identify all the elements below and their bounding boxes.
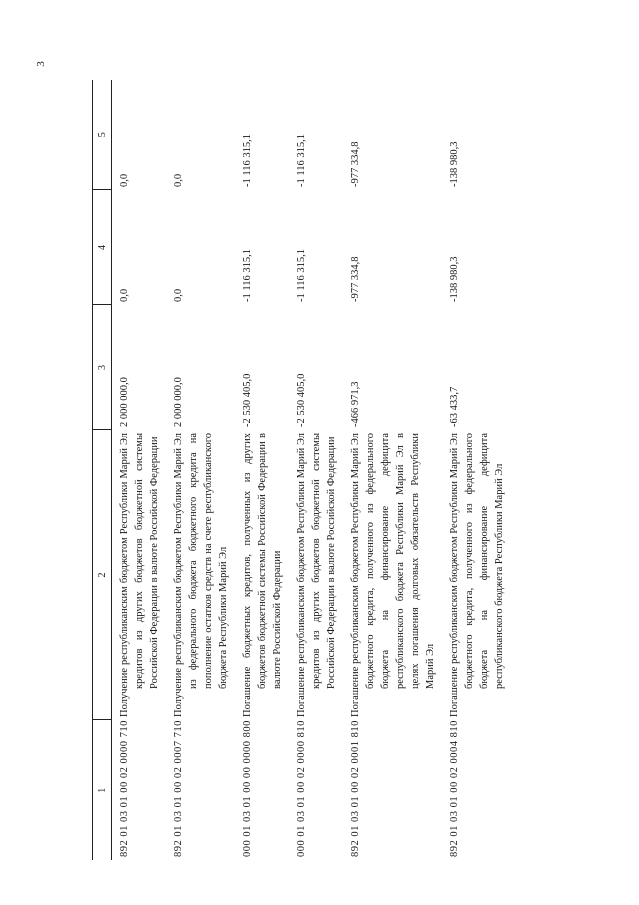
row-name: Погашение республиканским бюджетом Республики Марий Эл кредитов из других бюджетов бюджетной системы Российской Федерации в валюте Российской Федерации	[296, 433, 337, 717]
page-number: 3	[34, 61, 47, 67]
row-name: Получение республиканским бюджетом Республики Марий Эл из федерального бюджета бюджетного кредита на пополнение остатков средств на счете республиканского бюджета Республики Марий Эл	[173, 433, 229, 717]
column-header-4: 4	[93, 190, 112, 305]
row-name: Погашение республиканским бюджетом Республики Марий Эл бюджетного кредита, полученного из федерального бюджета на финансирование дефицита республиканского бюджета Республики Марий Эл в целях погашения долговых обязательств Республики Марий Эл	[350, 433, 436, 717]
row-code: 892 01 03 01 00 02 0001 810	[350, 720, 361, 857]
table-row	[343, 80, 442, 860]
row-value-col5: -1 116 315,1	[296, 134, 307, 187]
row-value-col4: 0,0	[173, 288, 184, 302]
row-name: Погашение бюджетных кредитов, полученных из других бюджетов бюджетной системы Российской Федерации в валюте Российской Федерации	[242, 433, 283, 717]
rotated-table-container	[92, 80, 639, 860]
row-value-col3: 2 000 000,0	[173, 377, 184, 427]
row-value-col5: -977 334,8	[350, 141, 361, 187]
row-code: 892 01 03 01 00 02 0007 710	[173, 720, 184, 857]
table-row	[235, 80, 289, 860]
row-value-col3: -2 530 405,0	[242, 373, 253, 427]
row-code: 000 01 03 01 00 00 0000 800	[242, 720, 253, 857]
row-value-col3: -63 433,7	[449, 386, 460, 427]
row-name: Погашение республиканским бюджетом Республики Марий Эл бюджетного кредита, полученного из федерального бюджета на финансирование дефицита республиканского бюджета Республики Марий Эл	[449, 433, 505, 717]
row-value-col5: -1 116 315,1	[242, 134, 253, 187]
row-value-col5: 0,0	[119, 173, 130, 187]
table-row	[289, 80, 343, 860]
budget-sources-table	[92, 80, 511, 860]
column-header-3: 3	[93, 305, 112, 430]
column-header-5: 5	[93, 80, 112, 190]
table-row	[442, 80, 511, 860]
row-name: Получение республиканским бюджетом Республики Марий Эл кредитов из других бюджетов бюджетной системы Российской Федерации в валюте Российской Федерации	[119, 433, 160, 717]
row-value-col4: -1 116 315,1	[296, 249, 307, 302]
row-value-col4: -1 116 315,1	[242, 249, 253, 302]
column-header-1: 1	[93, 720, 112, 860]
table-row	[112, 80, 167, 860]
row-code: 892 01 03 01 00 02 0000 710	[119, 720, 130, 857]
row-value-col4: 0,0	[119, 288, 130, 302]
row-value-col5: -138 980,3	[449, 141, 460, 187]
column-header-2: 2	[93, 430, 112, 720]
row-value-col4: -977 334,8	[350, 256, 361, 302]
table-header-row	[93, 80, 112, 860]
row-value-col5: 0,0	[173, 173, 184, 187]
row-value-col3: -466 971,3	[350, 381, 361, 427]
row-value-col4: -138 980,3	[449, 256, 460, 302]
row-value-col3: -2 530 405,0	[296, 373, 307, 427]
row-value-col3: 2 000 000,0	[119, 377, 130, 427]
row-code: 000 01 03 01 00 02 0000 810	[296, 720, 307, 857]
table-row	[166, 80, 235, 860]
row-code: 892 01 03 01 00 02 0004 810	[449, 720, 460, 857]
